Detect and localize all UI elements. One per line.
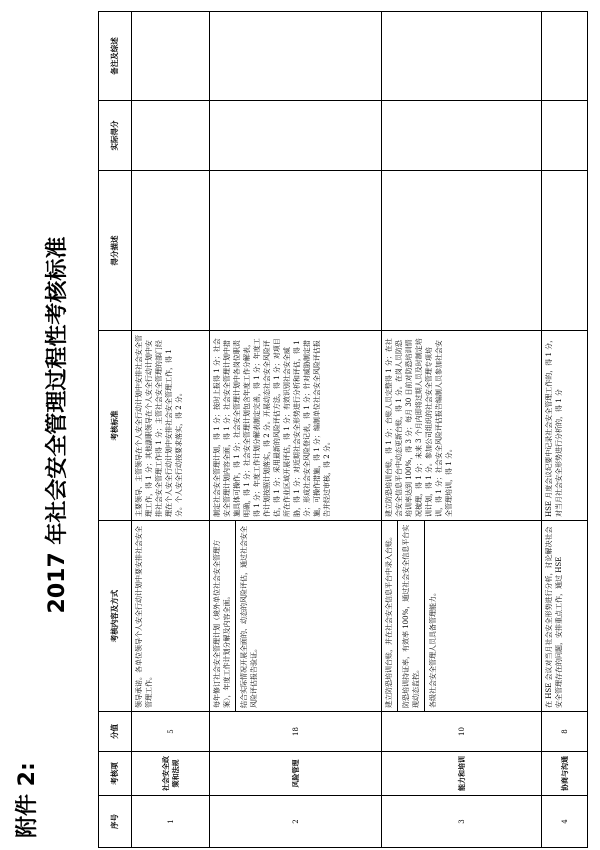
header-actual: 实际得分 [99,101,132,171]
annex-label: 附件 2: [15,762,40,838]
cell-no: 4 [542,796,588,848]
cell-item: 社会安全政策和法规 [132,752,210,796]
cell-score: 18 [210,712,382,752]
cell-no: 2 [210,796,382,848]
table-row [542,12,588,848]
cell-item: 协商与沟通 [542,752,588,796]
cell-item: 能力和培训 [382,752,542,796]
cell-item: 风险管理 [210,752,382,796]
header-standard: 考核标准 [99,331,132,521]
cell-standard: HSE 月度会议纪要中记录社会安全管理工作的，得 1 分，对当月社会安全形势进行分析的，得 1 分 [542,331,588,521]
header-score: 分值 [99,712,132,752]
cell-deduct [132,171,210,331]
cell-deduct [542,171,588,331]
cell-standard: 主要领导、主管领导在个人安全行动计划中安排社会安全管理工作，得 1 分；其他副职领导在个人安全行动计划中安排社会安全管理工作得 1 分；主管社会安全管理的部门经理在个人安全行动计划中安排社会安全管理工作，得 1 分。个人安全行动按要求落实，得 2 分。 [132,331,210,521]
header-remark: 备注及综述 [99,12,132,101]
cell-actual [132,101,210,171]
cell-standard: 建立防恐培训台账，得 1 分；台账人员完整得 1 分；在社会安全信息平台中动态更新台账，得 1 分。在岗人员防恐培训率达到 100%，得 3 分；每月 30 日前对防恐培训情况梳理，得 1 分；未来 3 个月内即将过期人员及时制定培训计划，得 1 分。参加公司组织的社会安全管理专项培训，得 1 分；社会安全风险评估报告编制人员参加社会安全管理培训，得 1 分。 [382,331,542,521]
table-row [132,12,210,848]
cell-score: 10 [382,712,542,752]
content-line: 每年修订社会安全管理计划（境外单位社会安全管理方案），年度工作计划分解及内容全面。 [213,540,231,708]
cell-content [382,521,542,712]
table-row [210,12,382,848]
cell-content [542,521,588,712]
cell-score: 5 [132,712,210,752]
cell-content [132,521,210,712]
cell-actual [210,101,382,171]
cell-actual [542,101,588,171]
header-no: 序号 [99,796,132,848]
cell-remark [542,12,588,101]
content-line: 领导承诺。各单位领导个人安全行动计划中要安排社会安全管理工作。 [135,526,153,708]
cell-remark [210,12,382,101]
page-title: 2017 年社会安全管理过程性考核标准 [45,236,70,614]
cell-content [210,521,382,712]
content-line: 结合实际情况开展全面的、动态的风险评估，通过社会安全风险评估报告验证。 [235,521,259,711]
cell-score: 8 [542,712,588,752]
content-line: 在 HSE 会议对当月社会安全形势进行分析，讨论解决社会安全管理存在的问题，安排重点工作，通过 HSE [545,526,563,708]
cell-deduct [210,171,382,331]
cell-remark [132,12,210,101]
cell-no: 1 [132,796,210,848]
content-line: 建立防恐培训台账，并在社会安全信息平台中录入台账。 [385,533,393,708]
cell-remark [382,12,542,101]
header-content: 考核内容及方式 [99,521,132,712]
assessment-table [98,11,588,848]
table-row [382,12,542,848]
header-deduct: 得分描述 [99,171,132,331]
content-line: 各级社会安全管理人员具备管理能力。 [424,521,438,711]
header-item: 考核项 [99,752,132,796]
cell-no: 3 [382,796,542,848]
cell-deduct [382,171,542,331]
content-line: 防恐培训持证率，有效率 100%，通过社会安全信息平台实现动态监控。 [397,521,421,711]
header-row [99,12,132,848]
cell-actual [382,101,542,171]
cell-standard: 制定社会安全管理计划，得 1 分；按时上报得 1 分；社会安全管理计划内容全面，得 1 分；社会安全管理计划中措施具体可操作，得 1 分；社会安全管理计划中各岗位职责明确，得 1 分；社会安全管理计划包含年度工作分解表，得 1 分；年度工作计划分解表制定完善，得 1 分；年度工作计划按照计划落实，得 2 分。开展动态社会安全风险评估，得 1 分；采用最新的风险评估方法，得 1 分；对项目所在作业区域开展评估，得 1 分；有效识别社会安全威胁，得 1 分；对近期社会安全形势进行分析和评估，得 1 分；形成社会安全风险登记表，得 1 分；针对威胁制定措施，可操作措施，得 1 分；编制单位社会安全风险评估报告并经过审核，得 2 分。 [210,331,382,521]
